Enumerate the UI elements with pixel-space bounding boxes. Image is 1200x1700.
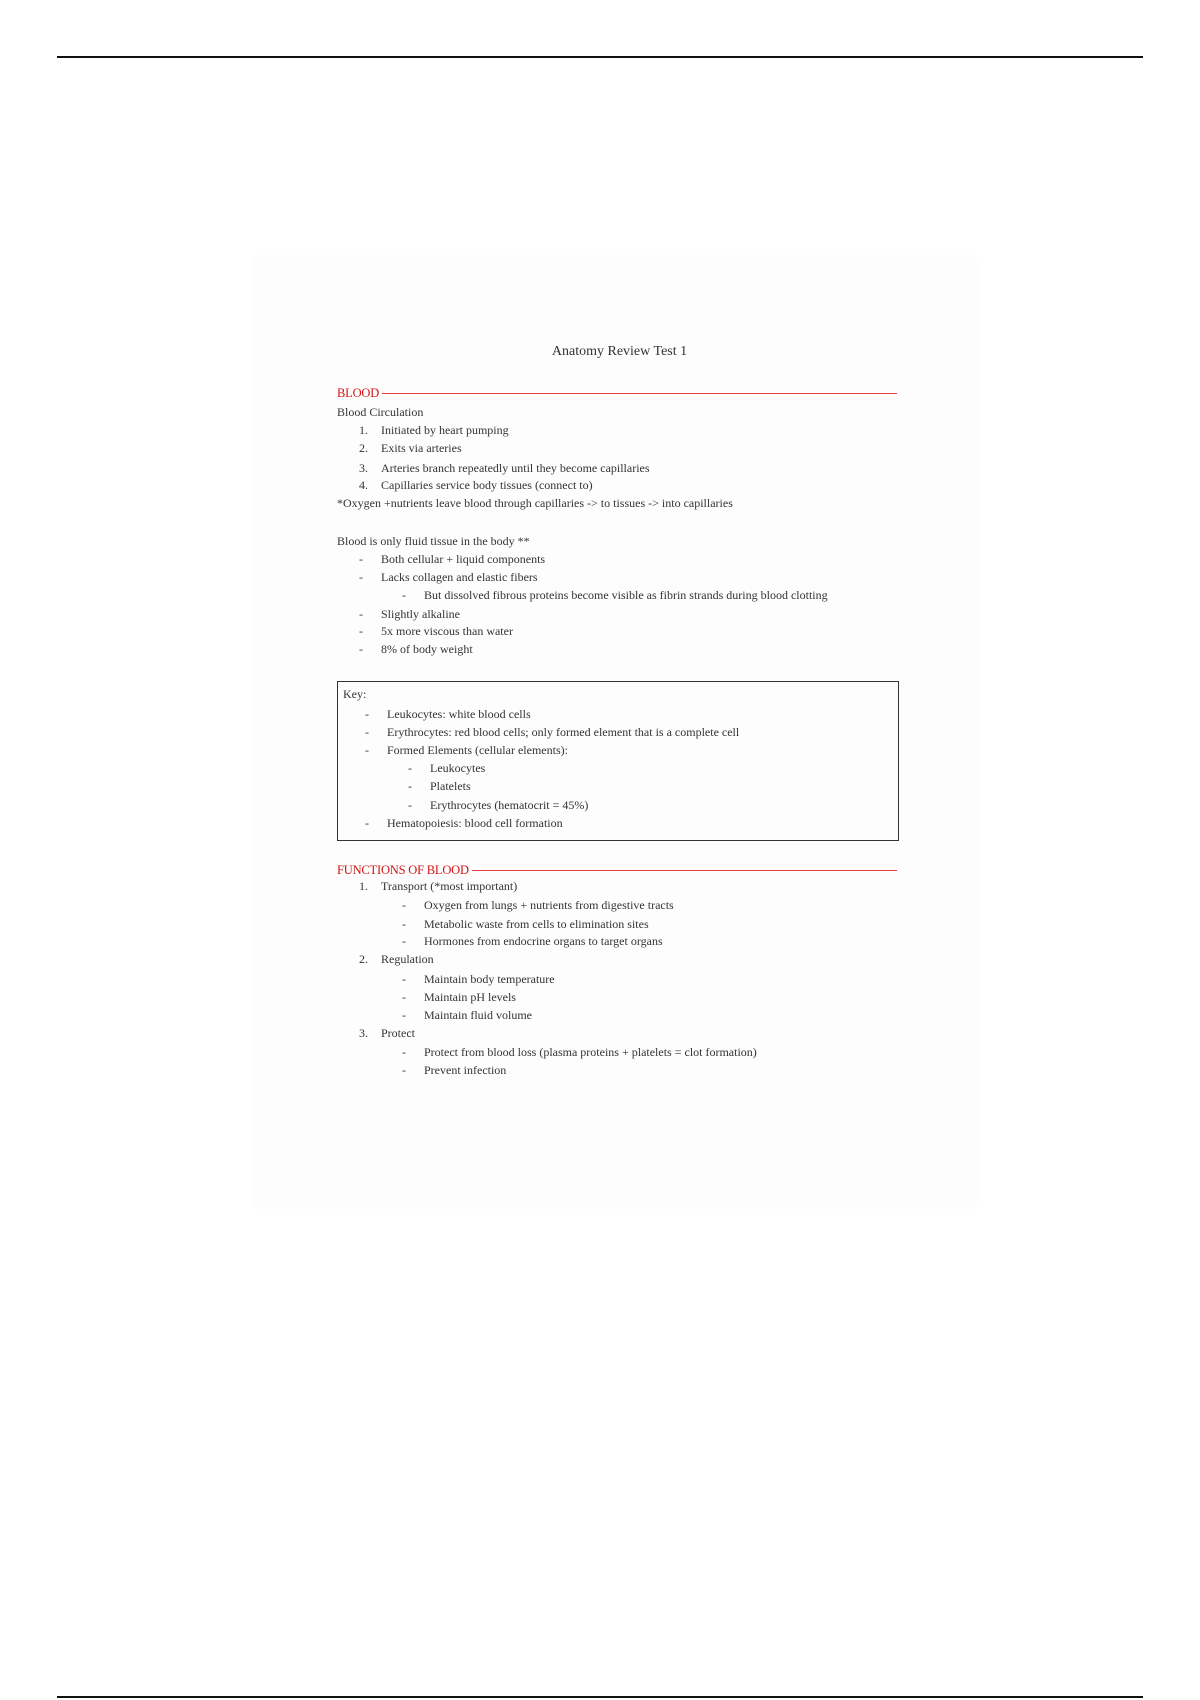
fluid-point: - 5x more viscous than water xyxy=(359,624,513,638)
key-label: Key: xyxy=(343,687,367,701)
key-subitem: - Erythrocytes (hematocrit = 45%) xyxy=(408,798,589,812)
key-item: - Formed Elements (cellular elements): xyxy=(365,743,568,757)
key-item: - Leukocytes: white blood cells xyxy=(365,707,531,721)
key-item: - Erythrocytes: red blood cells; only formed element that is a complete cell xyxy=(365,725,740,739)
fluid-subpoint: - But dissolved fibrous proteins become visible as fibrin strands during blood clotting xyxy=(402,588,828,602)
key-subitem: - Leukocytes xyxy=(408,761,486,775)
function-subitem: - Metabolic waste from cells to elimination sites xyxy=(402,917,649,931)
key-item: - Hematopoiesis: blood cell formation xyxy=(365,816,563,830)
function-subitem: - Maintain fluid volume xyxy=(402,1008,532,1022)
fluid-point: - Both cellular + liquid components xyxy=(359,552,546,566)
function-item: 2. Regulation xyxy=(359,952,434,966)
blood-section-heading xyxy=(337,384,897,402)
circulation-step: 2. Exits via arteries xyxy=(359,441,462,455)
fluid-tissue-heading: Blood is only fluid tissue in the body ** xyxy=(337,534,530,548)
bottom-divider xyxy=(57,1696,1143,1698)
document-title: Anatomy Review Test 1 xyxy=(551,344,688,359)
function-subitem: - Protect from blood loss (plasma proteins + platelets = clot formation) xyxy=(402,1045,757,1059)
circulation-step: 3. Arteries branch repeatedly until they become capillaries xyxy=(359,461,650,475)
function-item: 1. Transport (*most important) xyxy=(359,879,518,893)
top-divider xyxy=(57,56,1143,58)
key-subitem: - Platelets xyxy=(408,779,471,793)
functions-heading-text: FUNCTIONS OF BLOOD xyxy=(337,863,469,877)
circulation-step: 1. Initiated by heart pumping xyxy=(359,423,509,437)
function-subitem: - Hormones from endocrine organs to target organs xyxy=(402,934,663,948)
function-subitem: - Maintain body temperature xyxy=(402,972,555,986)
fluid-point: - Lacks collagen and elastic fibers xyxy=(359,570,538,584)
circulation-step: 4. Capillaries service body tissues (connect to) xyxy=(359,478,593,492)
blood-heading-text: BLOOD xyxy=(337,386,380,400)
function-item: 3. Protect xyxy=(359,1026,415,1040)
heading-rule xyxy=(472,870,897,871)
blood-circulation-subheading: Blood Circulation xyxy=(337,405,424,419)
fluid-point: - Slightly alkaline xyxy=(359,607,460,621)
function-subitem: - Oxygen from lungs + nutrients from digestive tracts xyxy=(402,898,674,912)
function-subitem: - Maintain pH levels xyxy=(402,990,516,1004)
function-subitem: - Prevent infection xyxy=(402,1063,507,1077)
oxygen-note: *Oxygen +nutrients leave blood through capillaries -> to tissues -> into capillaries xyxy=(337,496,733,510)
fluid-point: - 8% of body weight xyxy=(359,642,473,656)
heading-rule xyxy=(382,393,897,394)
